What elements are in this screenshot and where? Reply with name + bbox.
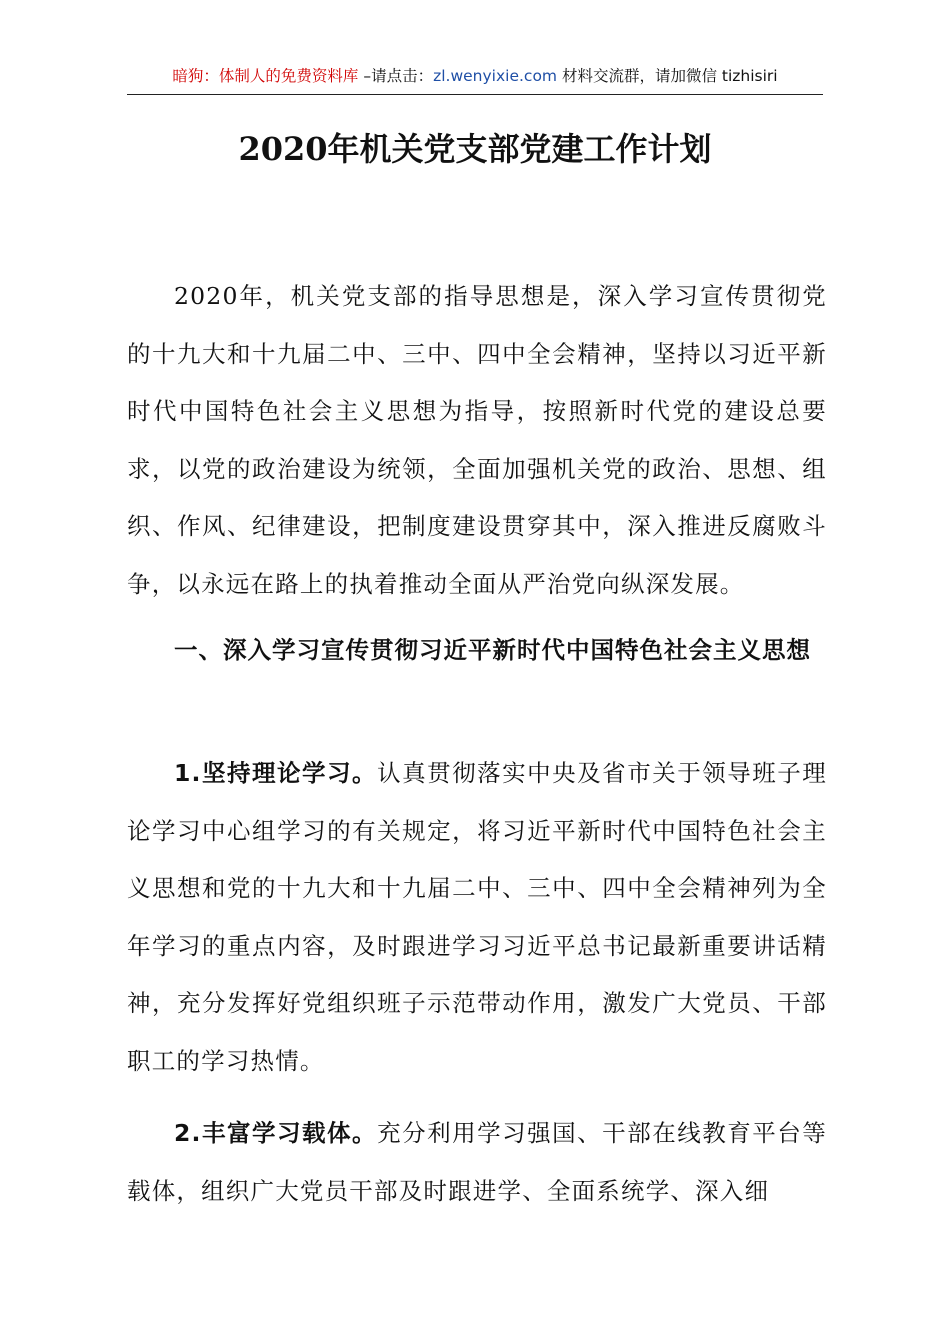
item-2-lead: 2.丰富学习载体。 [174, 1119, 378, 1147]
item-1-text: 认真贯彻落实中央及省市关于领导班子理论学习中心组学习的有关规定，将习近平新时代中国特色社会主义思想和党的十九大和十九届二中、三中、四中全会精神列为全年学习的重点内容，及时跟进学习习近平总书记最新重要讲话精神，充分发挥好党组织班子示范带动作用，激发广大党员、干部职工的学习热情。 [127, 759, 827, 1075]
header-brand: 暗狗：体制人的免费资料库 [172, 67, 359, 85]
section-1-heading: 一、深入学习宣传贯彻习近平新时代中国特色社会主义思想 [174, 636, 811, 664]
item-1-lead: 1.坚持理论学习。 [174, 759, 378, 787]
header-contact: 材料交流群，请加微信 tizhisiri [557, 67, 778, 85]
item-2-paragraph [127, 1105, 827, 1220]
item-1-paragraph [127, 745, 827, 1090]
item-2-text: 充分利用学习强国、干部在线教育平台等载体，组织广大党员干部及时跟进学、全面系统学、深入细 [127, 1119, 827, 1205]
watermark-header [127, 66, 823, 95]
header-url-link[interactable]: zl.wenyixie.com [433, 67, 558, 85]
header-click-prompt: –请点击： [358, 67, 434, 85]
intro-paragraph: 2020年，机关党支部的指导思想是，深入学习宣传贯彻党的十九大和十九届二中、三中、四中全会精神，坚持以习近平新时代中国特色社会主义思想为指导，按照新时代党的建设总要求，以党的政治建设为统领，全面加强机关党的政治、思想、组织、作风、纪律建设，把制度建设贯穿其中，深入推进反腐败斗争，以永远在路上的执着推动全面从严治党向纵深发展。 [127, 282, 827, 598]
document-title: 2020年机关党支部党建工作计划 [238, 130, 712, 168]
